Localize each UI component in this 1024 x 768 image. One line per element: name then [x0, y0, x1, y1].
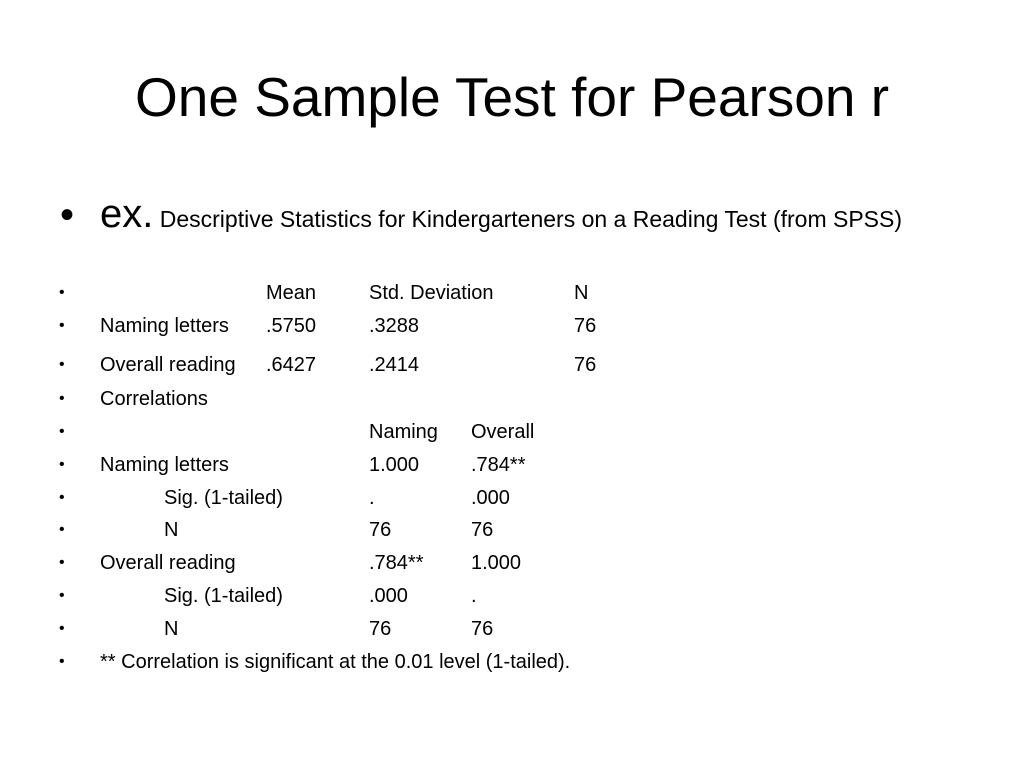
table-row	[0, 311, 1024, 341]
footnote-row	[0, 647, 1024, 677]
row-label: Naming letters	[100, 315, 229, 337]
bullet-marker: •	[59, 489, 65, 506]
bullet-marker: •	[60, 193, 75, 237]
row-label: N	[164, 618, 179, 640]
row-label: Sig. (1-tailed)	[164, 487, 283, 509]
overall-value: 76	[471, 519, 494, 541]
bullet-marker: •	[59, 554, 65, 571]
bullet-marker: •	[59, 521, 65, 538]
overall-value: 76	[471, 618, 494, 640]
table-row	[0, 614, 1024, 644]
slide-title: One Sample Test for Pearson r	[134, 66, 890, 128]
row-label: Overall reading	[100, 354, 236, 376]
row-label: Naming letters	[100, 454, 229, 476]
correlations-heading-row	[0, 384, 1024, 414]
naming-value: 76	[369, 519, 392, 541]
naming-value: 76	[369, 618, 392, 640]
footnote: ** Correlation is significant at the 0.01 level (1-tailed).	[100, 651, 571, 673]
bullet-marker: •	[59, 356, 65, 373]
column-header-naming: Naming	[369, 421, 438, 443]
bullet-marker: •	[59, 620, 65, 637]
naming-value: 1.000	[369, 454, 420, 476]
sd-value: .2414	[369, 354, 420, 376]
overall-value: 1.000	[471, 552, 522, 574]
column-header-n: N	[574, 282, 589, 304]
overall-value: .000	[471, 487, 510, 509]
bullet-marker: •	[59, 456, 65, 473]
intro-bullet	[100, 192, 980, 238]
bullet-marker: •	[59, 390, 65, 407]
table-row	[0, 350, 1024, 380]
row-label: N	[164, 519, 179, 541]
row-label: Sig. (1-tailed)	[164, 585, 283, 607]
mean-value: .6427	[266, 354, 317, 376]
correlations-heading: Correlations	[100, 388, 208, 410]
correlations-header-row	[0, 417, 1024, 447]
sd-value: .3288	[369, 315, 420, 337]
overall-value: .784**	[471, 454, 526, 476]
naming-value: .784**	[369, 552, 424, 574]
bullet-marker: •	[59, 423, 65, 440]
naming-value: .000	[369, 585, 408, 607]
table-row	[0, 483, 1024, 513]
column-header-std-deviation: Std. Deviation	[369, 282, 494, 304]
table-row	[0, 450, 1024, 480]
column-header-overall: Overall	[471, 421, 535, 443]
bullet-marker: •	[59, 284, 65, 301]
table-row	[0, 581, 1024, 611]
naming-value: .	[369, 487, 375, 509]
table-row	[0, 515, 1024, 545]
mean-value: .5750	[266, 315, 317, 337]
bullet-marker: •	[59, 317, 65, 334]
intro-prefix: ex.	[100, 192, 154, 236]
overall-value: .	[471, 585, 477, 607]
intro-text: Descriptive Statistics for Kindergarteners on a Reading Test (from SPSS)	[159, 206, 903, 232]
table-row	[0, 548, 1024, 578]
row-label: Overall reading	[100, 552, 236, 574]
bullet-marker: •	[59, 653, 65, 670]
n-value: 76	[574, 354, 597, 376]
descriptive-header-row	[0, 278, 1024, 308]
bullet-marker: •	[59, 587, 65, 604]
n-value: 76	[574, 315, 597, 337]
column-header-mean: Mean	[266, 282, 317, 304]
